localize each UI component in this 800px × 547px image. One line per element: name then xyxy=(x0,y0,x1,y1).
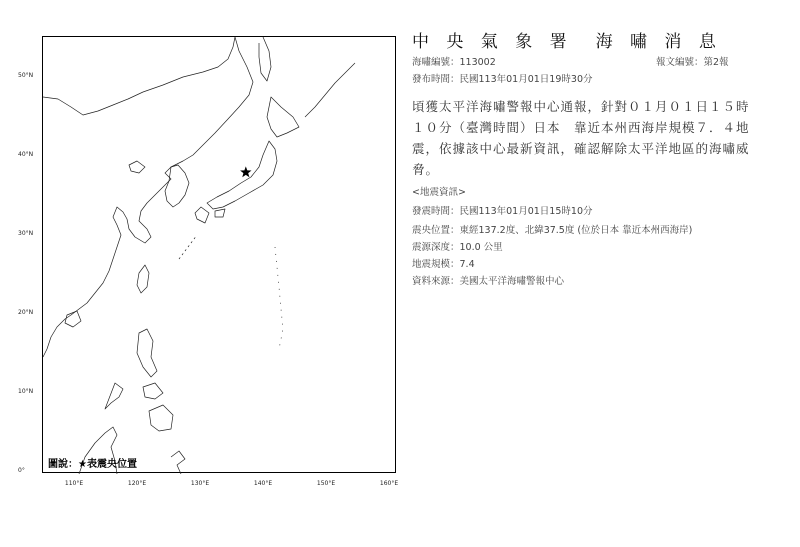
kyushu-coastline xyxy=(195,207,209,223)
lat-label-20: 20°N xyxy=(18,309,34,316)
visayas-coastline xyxy=(143,383,163,399)
earthquake-epicenter: 震央位置：東經137.2度、北緯37.5度 (位於日本 靠近本州西海岸) xyxy=(412,225,693,236)
mindanao-coastline xyxy=(149,405,173,431)
earthquake-info-header: <地震資訊> xyxy=(412,187,466,198)
sulawesi-coastline xyxy=(171,451,185,474)
epicenter-star-layer xyxy=(240,166,251,177)
lat-label-50: 50°N xyxy=(18,72,34,79)
epicenter-star-icon xyxy=(240,166,251,177)
map-frame xyxy=(42,36,396,473)
lat-label-10: 10°N xyxy=(18,388,34,395)
report-number: 報文編號：第2報 xyxy=(656,57,729,68)
korea-coastline xyxy=(165,165,189,207)
sakhalin-coastline xyxy=(259,37,271,81)
shandong-coastline xyxy=(129,161,145,173)
kuril-coastline xyxy=(305,63,355,117)
ryukyu-chain xyxy=(179,235,197,259)
taiwan-coastline xyxy=(137,265,149,293)
earthquake-magnitude: 地震規模：7.4 xyxy=(412,259,475,270)
issued-time: 發布時間：民國113年01月01日19時30分 xyxy=(412,74,593,85)
data-source: 資料來源：美國太平洋海嘯警報中心 xyxy=(412,276,565,287)
mainland-coastline xyxy=(43,37,253,357)
palawan-coastline xyxy=(105,383,123,409)
lon-label-150: 150°E xyxy=(316,480,336,487)
map-legend: 圖說：★表震央位置 xyxy=(48,459,137,470)
lon-label-120: 120°E xyxy=(127,480,147,487)
shikoku-coastline xyxy=(215,209,225,217)
hokkaido-coastline xyxy=(267,97,299,137)
honshu-coastline xyxy=(207,141,277,209)
bulletin-body: 頃獲太平洋海嘯警報中心通報，針對０１月０１日１５時１０分（臺灣時間）日本 靠近本州西海岸規模７．４地震，依據該中心最新資訊，確認解除太平洋地區的海嘯威脅。 xyxy=(412,99,750,177)
lon-label-140: 140°E xyxy=(253,480,273,487)
lat-label-40: 40°N xyxy=(18,151,34,158)
island-chain xyxy=(275,247,283,349)
luzon-coastline xyxy=(137,329,157,377)
tsunami-number: 海嘯編號：113002 xyxy=(412,57,496,68)
earthquake-depth: 震源深度：10.0 公里 xyxy=(412,242,503,253)
page-title: 中 央 氣 象 署 海 嘯 消 息 xyxy=(412,32,722,52)
earthquake-time: 發震時間：民國113年01月01日15時10分 xyxy=(412,206,593,217)
lon-label-130: 130°E xyxy=(190,480,210,487)
lat-label-30: 30°N xyxy=(18,230,34,237)
lon-label-160: 160°E xyxy=(379,480,399,487)
map-canvas xyxy=(43,37,397,474)
lon-label-110: 110°E xyxy=(64,480,84,487)
lat-label-0: 0° xyxy=(18,467,25,474)
